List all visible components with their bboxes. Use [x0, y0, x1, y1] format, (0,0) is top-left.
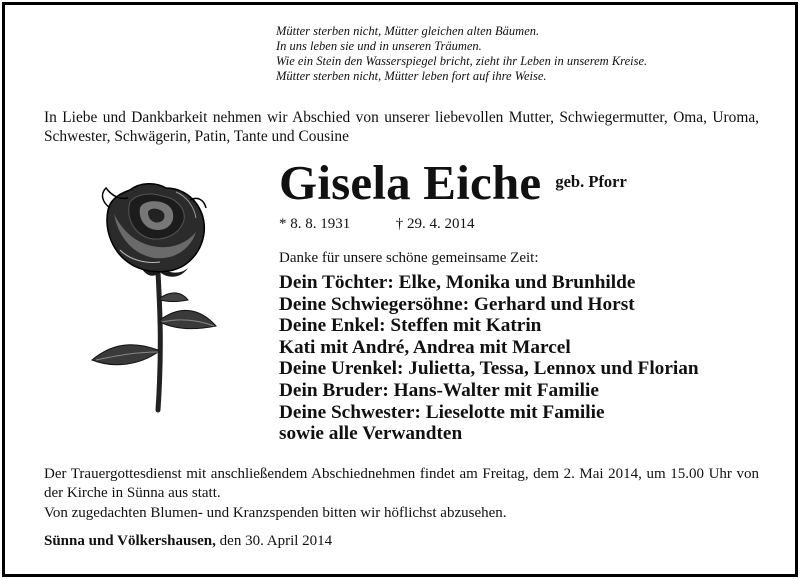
- maiden-name: geb. Pforr: [555, 172, 627, 191]
- closing-line: [44, 533, 332, 550]
- family-line: Deine Urenkel: Julietta, Tessa, Lennox und Florian: [279, 358, 699, 380]
- closing-place: Sünna und Völkershausen,: [44, 533, 216, 549]
- intro-text: In Liebe und Dankbarkeit nehmen wir Abschied von unserer liebevollen Mutter, Schwiegermutter, Oma, Uroma, Schwester, Schwägerin, Patin, Tante und Cousine: [44, 109, 759, 145]
- family-line: Deine Schwester: Lieselotte mit Familie: [279, 401, 605, 423]
- poem-line: Wie ein Stein den Wasserspiegel bricht, zieht ihr Leben in unserem Kreise.: [276, 54, 648, 68]
- family-line: sowie alle Verwandten: [279, 423, 463, 445]
- deceased-name: Gisela Eiche: [279, 155, 542, 210]
- family-line: Dein Bruder: Hans-Walter mit Familie: [279, 379, 599, 401]
- family-list: [279, 272, 699, 445]
- closing-date: den 30. April 2014: [215, 533, 333, 549]
- poem-line: In uns leben sie und in unseren Träumen.: [276, 39, 482, 53]
- poem: [276, 24, 647, 84]
- poem-line: Mütter sterben nicht, Mütter gleichen alten Bäumen.: [276, 24, 540, 38]
- death-date: † 29. 4. 2014: [395, 216, 475, 232]
- flowers-note: Von zugedachten Blumen- und Kranzspenden bitten wir höflichst abzusehen.: [44, 505, 507, 521]
- family-line: Kati mit André, Andrea mit Marcel: [279, 336, 571, 358]
- rose-icon: [90, 180, 260, 430]
- family-line: Dein Töchter: Elke, Monika und Brunhilde: [279, 272, 636, 293]
- poem-line: Mütter sterben nicht, Mütter leben fort auf ihre Weise.: [276, 69, 547, 83]
- service-text: Der Trauergottesdienst mit anschließendem Abschiednehmen findet am Freitag, dem 2. Mai 2014, um 15.00 Uhr von der Kirche in Sünna aus statt.: [44, 466, 759, 501]
- thanks-text: Danke für unsere schöne gemeinsame Zeit:: [279, 250, 539, 266]
- family-line: Deine Enkel: Steffen mit Katrin: [279, 315, 542, 337]
- birth-date: * 8. 8. 1931: [279, 216, 351, 232]
- name-row: [279, 156, 627, 210]
- family-line: Deine Schwiegersöhne: Gerhard und Horst: [279, 293, 635, 315]
- life-dates: [279, 216, 475, 233]
